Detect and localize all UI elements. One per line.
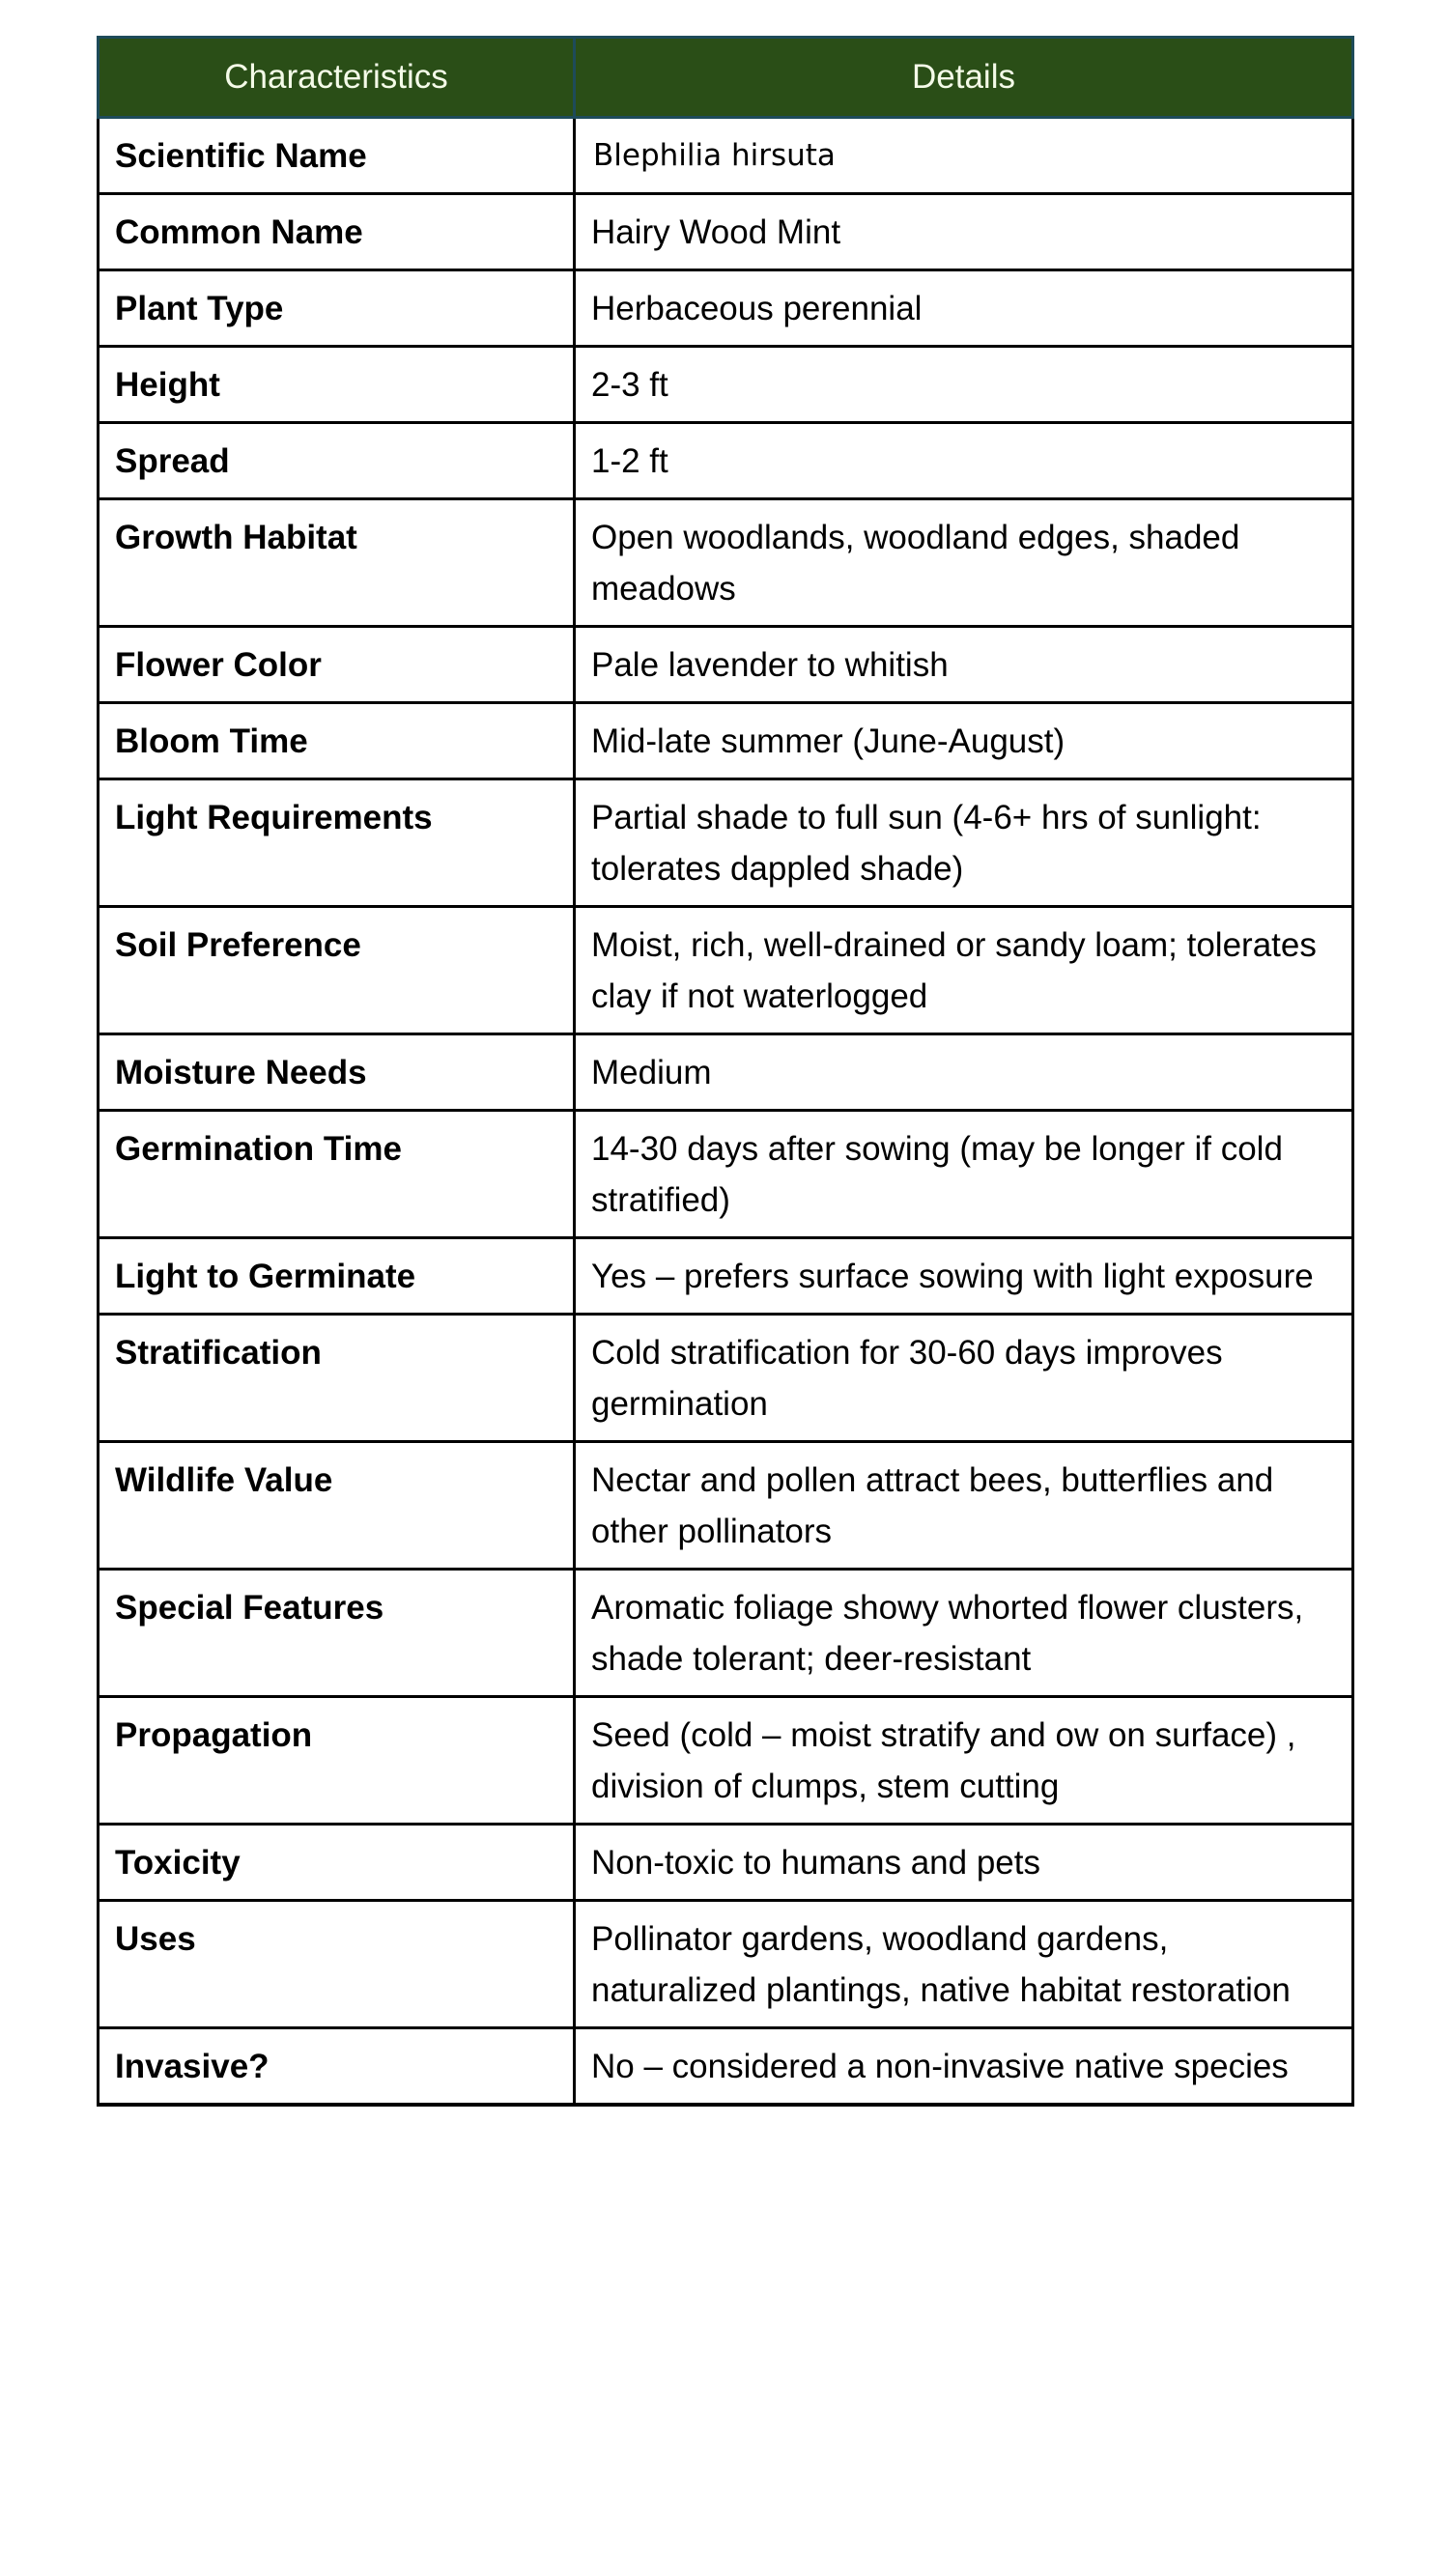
row-value: Mid-late summer (June-August) — [575, 703, 1353, 779]
row-label: Germination Time — [99, 1111, 575, 1238]
table-row — [99, 2028, 1353, 2106]
table-body — [99, 118, 1353, 2106]
row-label: Scientific Name — [99, 118, 575, 194]
row-value: 14-30 days after sowing (may be longer if cold stratified) — [575, 1111, 1353, 1238]
table-row — [99, 907, 1353, 1034]
row-value: Hairy Wood Mint — [575, 194, 1353, 270]
row-label: Growth Habitat — [99, 499, 575, 627]
row-label: Spread — [99, 423, 575, 499]
table-row — [99, 423, 1353, 499]
table-row — [99, 347, 1353, 423]
row-value: Non-toxic to humans and pets — [575, 1825, 1353, 1901]
table-row — [99, 1442, 1353, 1570]
row-value: Nectar and pollen attract bees, butterflies and other pollinators — [575, 1442, 1353, 1570]
table-row — [99, 1238, 1353, 1315]
row-value: Herbaceous perennial — [575, 270, 1353, 347]
table-row — [99, 1825, 1353, 1901]
row-value: Partial shade to full sun (4-6+ hrs of sunlight: tolerates dappled shade) — [575, 779, 1353, 907]
header-characteristics: Characteristics — [99, 38, 575, 118]
row-value: 2-3 ft — [575, 347, 1353, 423]
table-row — [99, 118, 1353, 194]
row-value: Seed (cold – moist stratify and ow on surface) , division of clumps, stem cutting — [575, 1697, 1353, 1825]
row-value: Cold stratification for 30-60 days improves germination — [575, 1315, 1353, 1442]
table-row — [99, 779, 1353, 907]
row-label: Bloom Time — [99, 703, 575, 779]
row-label: Uses — [99, 1901, 575, 2028]
table-row — [99, 270, 1353, 347]
table-row — [99, 1901, 1353, 2028]
header-row — [99, 38, 1353, 118]
row-value: Moist, rich, well-drained or sandy loam; tolerates clay if not waterlogged — [575, 907, 1353, 1034]
header-details: Details — [575, 38, 1353, 118]
row-value: Yes – prefers surface sowing with light exposure — [575, 1238, 1353, 1315]
table-row — [99, 1697, 1353, 1825]
row-label: Wildlife Value — [99, 1442, 575, 1570]
row-value: Blephilia hirsuta — [575, 118, 1353, 194]
table-header — [99, 38, 1353, 118]
row-label: Special Features — [99, 1570, 575, 1697]
table-row — [99, 1111, 1353, 1238]
row-label: Propagation — [99, 1697, 575, 1825]
row-value: Aromatic foliage showy whorted flower clusters, shade tolerant; deer-resistant — [575, 1570, 1353, 1697]
row-label: Moisture Needs — [99, 1034, 575, 1111]
table-row — [99, 627, 1353, 703]
row-label: Invasive? — [99, 2028, 575, 2106]
plant-characteristics-table — [97, 36, 1354, 2107]
row-value: 1-2 ft — [575, 423, 1353, 499]
row-value: Medium — [575, 1034, 1353, 1111]
row-value: Open woodlands, woodland edges, shaded meadows — [575, 499, 1353, 627]
row-value: Pollinator gardens, woodland gardens, naturalized plantings, native habitat restoration — [575, 1901, 1353, 2028]
table-row — [99, 1034, 1353, 1111]
table-row — [99, 703, 1353, 779]
row-label: Height — [99, 347, 575, 423]
table-row — [99, 194, 1353, 270]
row-value: No – considered a non-invasive native species — [575, 2028, 1353, 2106]
table-row — [99, 1570, 1353, 1697]
row-label: Stratification — [99, 1315, 575, 1442]
table-row — [99, 1315, 1353, 1442]
table-row — [99, 499, 1353, 627]
row-label: Light to Germinate — [99, 1238, 575, 1315]
row-label: Light Requirements — [99, 779, 575, 907]
row-label: Soil Preference — [99, 907, 575, 1034]
row-label: Toxicity — [99, 1825, 575, 1901]
row-label: Plant Type — [99, 270, 575, 347]
row-label: Flower Color — [99, 627, 575, 703]
row-label: Common Name — [99, 194, 575, 270]
page-sheet — [97, 36, 1351, 2107]
row-value: Pale lavender to whitish — [575, 627, 1353, 703]
